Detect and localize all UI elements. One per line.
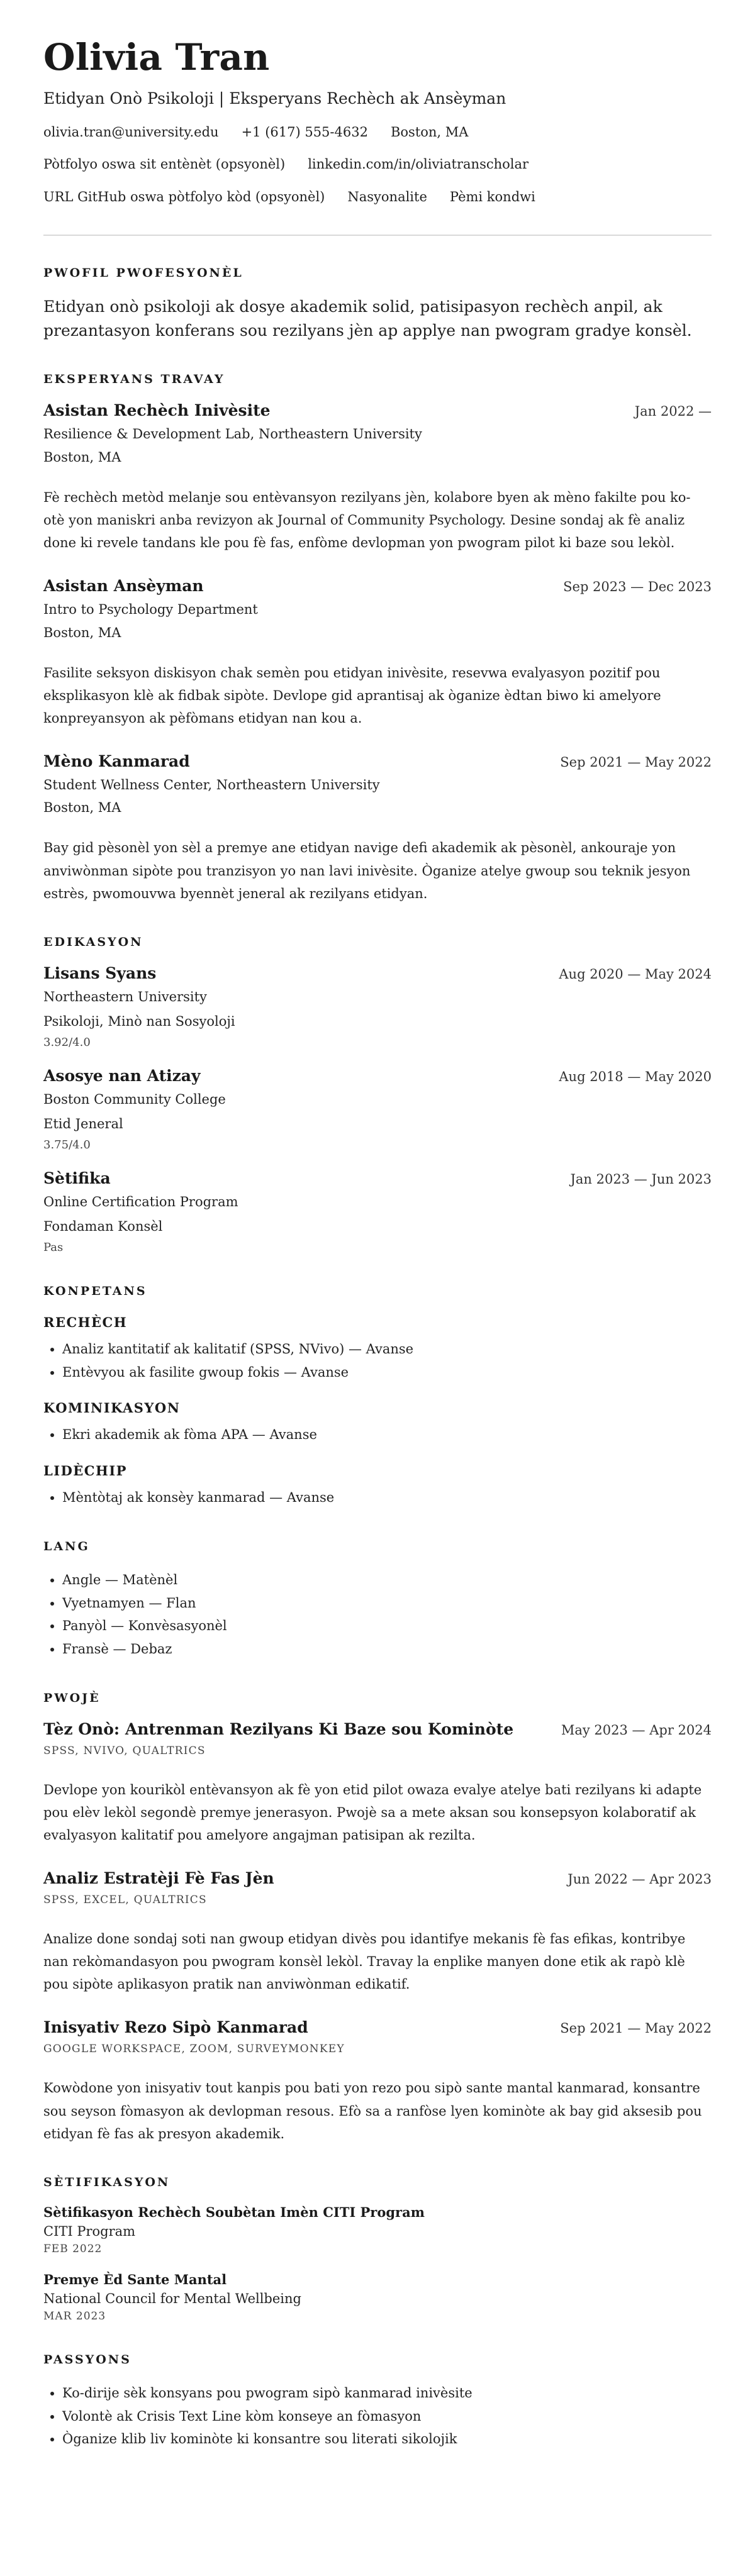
job-dates: Sep 2023 — Dec 2023	[563, 579, 712, 595]
linkedin-link[interactable]: linkedin.com/in/oliviatranscholar	[308, 157, 529, 172]
field-of-study: Fondaman Konsèl	[43, 1219, 163, 1235]
project-entry	[43, 1720, 712, 1846]
list-item: • Volontè ak Crisis Text Line kòm konseye an fòmasyon	[62, 2405, 712, 2428]
project-tech: GOOGLE WORKSPACE, ZOOM, SURVEYMONKEY	[43, 2043, 345, 2056]
list-item: • Entèvyou ak fasilite gwoup fokis — Avanse	[62, 1361, 712, 1384]
portfolio-link[interactable]: Pòtfolyo oswa sit entènèt (opsyonèl)	[43, 157, 286, 172]
field-of-study: Etid Jeneral	[43, 1116, 123, 1132]
languages-section	[43, 1540, 712, 1661]
header-divider	[43, 235, 712, 236]
certification-name: Sètifikasyon Rechèch Soubètan Imèn CITI Program	[43, 2204, 425, 2220]
section-title: PWOFIL PWOFESYONÈL	[43, 266, 243, 280]
project-tech: SPSS, EXCEL, QUALTRICS	[43, 1894, 207, 1907]
list-item: • Òganize klib liv kominòte ki konsantre sou literati sikolojik	[62, 2428, 712, 2451]
project-name: Analiz Estratèji Fè Fas Jèn	[43, 1869, 274, 1888]
degree: Sètifika	[43, 1169, 111, 1187]
grade: 3.75/4.0	[43, 1138, 91, 1152]
profile-summary: Etidyan onò psikoloji ak dosye akademik solid, patisipasyon rechèch anpil, ak prezantasyon konferans sou rezilyans jèn ap applye nan pwogram gradye konsèl.	[43, 297, 692, 340]
job-org: Resilience & Development Lab, Northeastern University	[43, 426, 422, 442]
project-description: Devlope yon kourikòl entèvansyon ak fè yon etid pilot owaza evalye atelye bati rezilyans ki adapte pou elèv lekòl segondè premye jenerasyon. Pwojè sa a mete aksan sou konsepsyon kolaboratif ak evalyasyon kalitatif pou amelyore angajman patisipan ak rezilta.	[43, 1782, 702, 1843]
list-item: • Mèntòtaj ak konsèy kanmarad — Avanse	[62, 1486, 712, 1509]
education-dates: Aug 2020 — May 2024	[559, 966, 712, 982]
list-item: • Angle — Matènèl	[62, 1568, 712, 1592]
job-title: Mèno Kanmarad	[43, 752, 190, 770]
job-dates: Sep 2021 — May 2022	[560, 754, 712, 770]
project-entry	[43, 1869, 712, 1996]
section-title: KONPETANS	[43, 1284, 147, 1298]
education-entry	[43, 1169, 712, 1254]
skill-list	[43, 1486, 712, 1509]
list-item: • Ekri akademik ak fòma APA — Avanse	[62, 1423, 712, 1446]
education-dates: Jan 2023 — Jun 2023	[570, 1171, 712, 1187]
education-dates: Aug 2018 — May 2020	[559, 1069, 712, 1084]
skill-list	[43, 1338, 712, 1384]
project-description: Kowòdone yon inisyativ tout kanpis pou bati yon rezo pou sipò sante mantal kanmarad, konsantre sou seyson fòmasyon ak devlopman resous. Efò sa a ranfòse lyen kominòte ak bay gid aksesib pou etidyan fè fas ak presyon akademik.	[43, 2080, 702, 2141]
project-dates: May 2023 — Apr 2024	[561, 1722, 712, 1738]
experience-entry	[43, 577, 712, 730]
certifications-section	[43, 2175, 712, 2323]
skill-category: RECHÈCH	[43, 1314, 128, 1330]
nationality: Nasyonalite	[347, 189, 427, 204]
certification-date: MAR 2023	[43, 2309, 106, 2323]
contact-row-3	[43, 187, 712, 208]
field-of-study: Psikoloji, Minò nan Sosyoloji	[43, 1014, 235, 1030]
section-title: PWOJÈ	[43, 1690, 101, 1705]
drivers-permit: Pèmi kondwi	[449, 189, 535, 204]
github-link[interactable]: URL GitHub oswa pòtfolyo kòd (opsyonèl)	[43, 189, 325, 204]
section-title: PASSYONS	[43, 2352, 131, 2367]
skill-list	[43, 1423, 712, 1446]
contact-row-2	[43, 155, 712, 175]
job-dates: Jan 2022 —	[634, 404, 712, 419]
section-title: LANG	[43, 1539, 90, 1553]
job-description: Fè rechèch metòd melanje sou entèvansyon rezilyans jèn, kolabore byen ak mèno fakilte pou ko-otè yon maniskri anba revizyon ak Journal of Community Psychology. Desine sondaj ak fè analiz done ki revele tandans kle pou fè fas, enfòme devlopman yon pwogram pilot ki baze sou lekòl.	[43, 489, 691, 551]
grade: Pas	[43, 1240, 64, 1254]
list-item: • Analiz kantitatif ak kalitatif (SPSS, NVivo) — Avanse	[62, 1338, 712, 1361]
job-title: Asistan Ansèyman	[43, 577, 204, 596]
list-item: • Ko-dirije sèk konsyans pou pwogram sipò kanmarad inivèsite	[62, 2382, 712, 2405]
section-title: EKSPERYANS TRAVAY	[43, 372, 225, 387]
job-org: Student Wellness Center, Northeastern University	[43, 777, 380, 792]
grade: 3.92/4.0	[43, 1035, 91, 1049]
certification-name: Premye Èd Sante Mantal	[43, 2271, 227, 2287]
section-title: EDIKASYON	[43, 935, 143, 949]
passions-section	[43, 2353, 712, 2451]
headline: Etidyan Onò Psikoloji | Eksperyans Rechèch ak Ansèyman	[43, 89, 506, 108]
certification-entry	[43, 2204, 712, 2255]
certification-org: CITI Program	[43, 2223, 136, 2239]
school: Northeastern University	[43, 989, 207, 1004]
experience-section	[43, 372, 712, 904]
education-section	[43, 935, 712, 1254]
list-item: • Vyetnamyen — Flan	[62, 1592, 712, 1615]
skill-category: KOMINIKASYON	[43, 1400, 181, 1416]
candidate-name: Olivia Tran	[43, 36, 270, 79]
location: Boston, MA	[390, 124, 469, 140]
school: Online Certification Program	[43, 1194, 238, 1209]
experience-entry	[43, 752, 712, 905]
project-description: Analize done sondaj soti nan gwoup etidyan divès pou idantifye mekanis fè fas efikas, kontribye nan rekòmandasyon pou pwogram konsèl lekòl. Travay la enplike manyen done etik ak rapò klè pou sipòte aplikasyon pratik nan anviwònman edikatif.	[43, 1931, 686, 1992]
section-title: SÈTIFIKASYON	[43, 2175, 171, 2189]
language-list	[43, 1568, 712, 1661]
project-entry	[43, 2018, 712, 2145]
job-title: Asistan Rechèch Inivèsite	[43, 401, 271, 420]
list-item: • Fransè — Debaz	[62, 1638, 712, 1661]
certification-date: FEB 2022	[43, 2242, 103, 2255]
education-entry	[43, 964, 712, 1049]
projects-section	[43, 1691, 712, 2145]
project-name: Tèz Onò: Antrenman Rezilyans Ki Baze sou Kominòte	[43, 1719, 514, 1738]
job-description: Bay gid pèsonèl yon sèl a premye ane etidyan navige defi akademik ak pèsonèl, ankouraje yon anviwònman sipòte pou tranzisyon yo nan lavi inivèsite. Òganize atelye gwoup sou teknik jesyon estrès, pwomouvwa byennèt jeneral ak rezilyans etidyan.	[43, 840, 691, 901]
list-item: • Panyòl — Konvèsasyonèl	[62, 1614, 712, 1638]
skills-section	[43, 1284, 712, 1509]
contact-row-1	[43, 123, 712, 143]
job-org: Intro to Psychology Department	[43, 602, 258, 618]
school: Boston Community College	[43, 1091, 226, 1107]
project-dates: Sep 2021 — May 2022	[560, 2021, 712, 2036]
passion-list	[43, 2382, 712, 2451]
education-entry	[43, 1067, 712, 1152]
profile-section	[43, 266, 712, 342]
experience-entry	[43, 401, 712, 554]
project-tech: SPSS, NVIVO, QUALTRICS	[43, 1744, 206, 1757]
job-location: Boston, MA	[43, 800, 121, 816]
email[interactable]: olivia.tran@university.edu	[43, 124, 219, 140]
job-location: Boston, MA	[43, 449, 121, 465]
degree: Lisans Syans	[43, 963, 157, 982]
skill-category: LIDÈCHIP	[43, 1463, 127, 1479]
certification-entry	[43, 2272, 712, 2323]
job-location: Boston, MA	[43, 625, 121, 640]
phone[interactable]: +1 (617) 555-4632	[241, 124, 368, 140]
certification-org: National Council for Mental Wellbeing	[43, 2290, 301, 2306]
degree: Asosye nan Atizay	[43, 1066, 201, 1085]
project-name: Inisyativ Rezo Sipò Kanmarad	[43, 2018, 308, 2037]
job-description: Fasilite seksyon diskisyon chak semèn pou etidyan inivèsite, resevwa evalyasyon pozitif pou eksplikasyon klè ak fidbak sipòte. Devlope gid aprantisaj ak òganize èdtan biwo ki amelyore konpreyansyon ak pèfòmans etidyan nan kou a.	[43, 665, 661, 726]
project-dates: Jun 2022 — Apr 2023	[568, 1872, 712, 1887]
